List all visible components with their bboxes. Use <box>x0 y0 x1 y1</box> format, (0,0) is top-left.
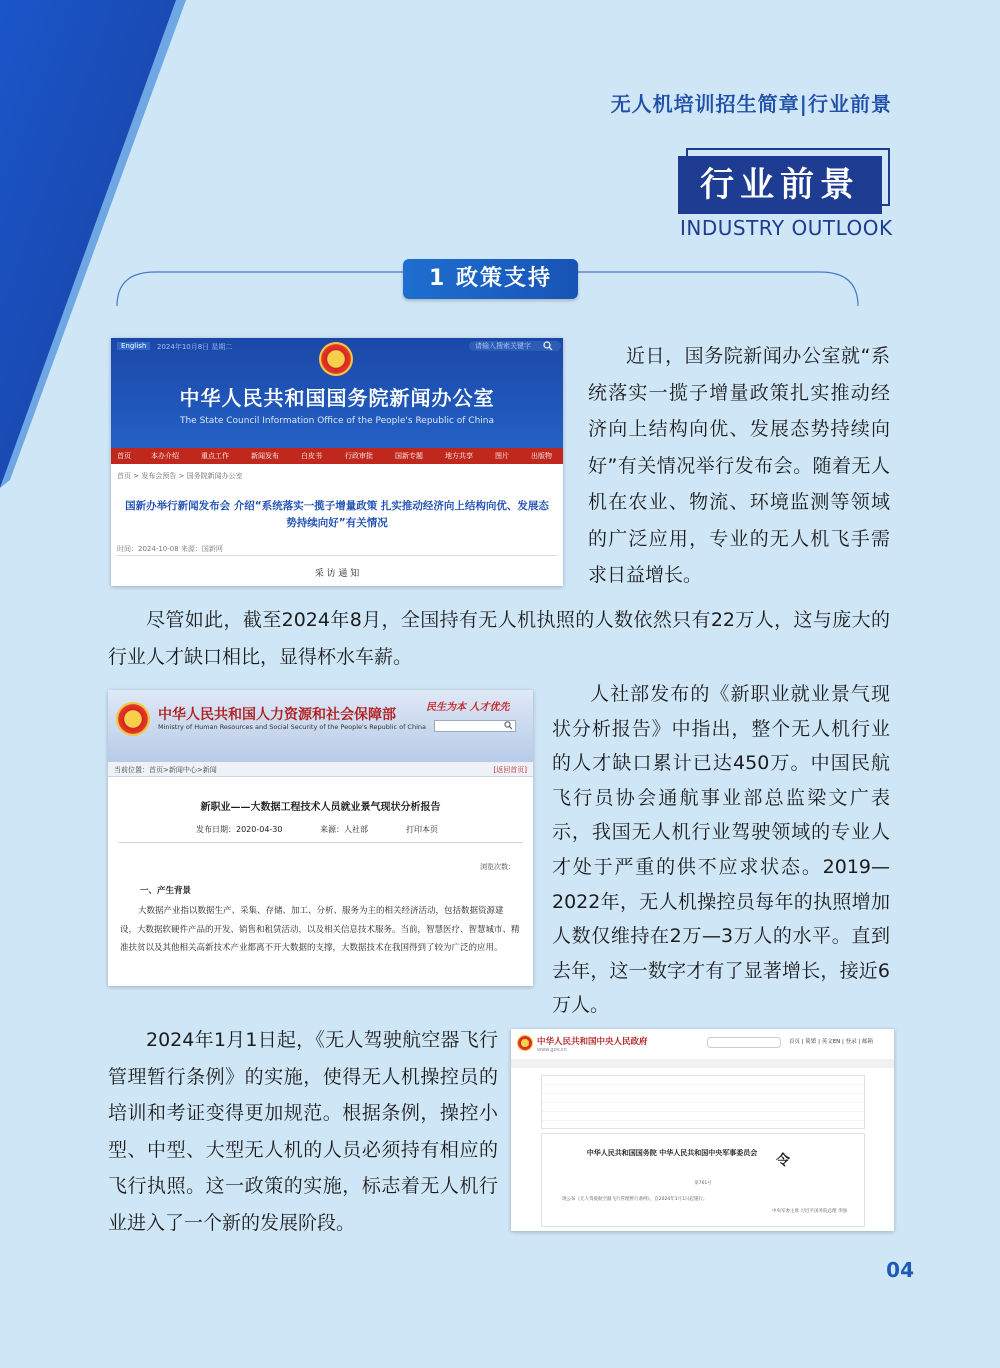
scio-headline: 国新办举行新闻发布会 介绍“系统落实一揽子增量政策 扎实推动经济向上结构向优、发展态势持续向好”有关情况 <box>125 500 549 529</box>
gov-title: 中华人民共和国中央人民政府 <box>537 1037 648 1047</box>
english-link[interactable]: English <box>117 342 150 350</box>
section-title: 1 政策支持 <box>403 259 578 299</box>
divider <box>118 842 523 843</box>
nav-item[interactable]: 重点工作 <box>201 452 229 460</box>
gov-doc-sign2: 国务院总理 李强 <box>814 1209 847 1214</box>
gov-doc-text: 现公布《无人驾驶航空器飞行管理暂行条例》，自2024年1月1日起施行。 <box>562 1197 708 1202</box>
outlook-subtitle: INDUSTRY OUTLOOK <box>680 216 893 240</box>
page-number: 04 <box>886 1258 914 1282</box>
scio-notice: 采 访 通 知 <box>314 569 360 579</box>
gov-doc-sign: 中央军委主席 习近平 <box>772 1209 814 1214</box>
nav-item[interactable]: 本办介绍 <box>151 452 179 460</box>
national-emblem-icon <box>116 702 150 736</box>
scio-title: 中华人民共和国国务院新闻办公室 <box>179 386 495 410</box>
search-icon[interactable] <box>543 341 553 351</box>
nav-item[interactable]: 地方共享 <box>445 452 473 460</box>
divider <box>117 555 557 556</box>
mohrss-date: 发布日期：2020-04-30 <box>196 825 283 834</box>
scio-breadcrumb: 首页 > 发布会预告 > 国务院新闻办公室 <box>117 472 243 480</box>
mohrss-crumb-bar <box>108 762 533 777</box>
mohrss-section: 一、产生背景 <box>140 886 192 896</box>
page-header: 无人机培训招生简章|行业前景 <box>610 92 892 116</box>
nav-item[interactable]: 出版物 <box>531 452 552 460</box>
nav-item[interactable]: 新闻发布 <box>251 452 279 460</box>
nav-item[interactable]: 首页 <box>117 452 131 460</box>
mohrss-title: 中华人民共和国人力资源和社会保障部 <box>158 707 396 723</box>
nav-item[interactable]: 行政审批 <box>345 452 373 460</box>
nav-item[interactable]: 国新专题 <box>395 452 423 460</box>
gov-nav-bar <box>511 1059 894 1068</box>
scio-search-input[interactable]: 请输入搜索关键字 <box>469 341 561 351</box>
mohrss-source: 来源：人社部 <box>320 825 368 834</box>
gov-website-screenshot <box>511 1029 894 1231</box>
mohrss-breadcrumb: 当前位置：首页>新闻中心>新闻 <box>114 766 217 774</box>
outlook-title: 行业前景 <box>678 156 882 214</box>
print-link[interactable]: 打印本页 <box>406 825 438 834</box>
national-emblem-icon <box>517 1035 533 1051</box>
paragraph-1: 近日，国务院新闻办公室就“系统落实一揽子增量政策扎实推动经济向上结构向优、发展态势持续向好”有关情况举行发布会。随着无人机在农业、物流、环境监测等领域的广泛应用，专业的无人机飞手需求日益增长。 <box>588 345 890 586</box>
gov-search-input[interactable] <box>707 1037 781 1048</box>
gov-top-links[interactable]: 首页 | 简繁 | 英文EN | 登录 | 邮箱 <box>789 1039 873 1045</box>
gov-site: www.gov.cn <box>537 1047 567 1053</box>
nav-item[interactable]: 白皮书 <box>301 452 322 460</box>
scio-meta: 时间：2024-10-08 来源：国新网 <box>117 545 223 553</box>
gov-doc-decree: 令 <box>776 1153 790 1169</box>
scio-website-screenshot <box>111 338 563 586</box>
scio-date: 2024年10月8日 星期二 <box>157 343 233 351</box>
mohrss-views: 浏览次数： <box>480 863 515 871</box>
paragraph-4: 2024年1月1日起，《无人驾驶航空器飞行管理暂行条例》的实施，使得无人机操控员的培训和考证变得更加规范。根据条例，操控小型、中型、大型无人机的人员必须持有相应的飞行执照。这一政策的实施，标志着无人机行业进入了一个新的发展阶段。 <box>108 1029 498 1234</box>
mohrss-title-en: Ministry of Human Resources and Social Security of the People's Republic of China <box>158 723 426 731</box>
gov-doc-body <box>541 1133 865 1227</box>
paragraph-3: 人社部发布的《新职业就业景气现状分析报告》中指出，整个无人机行业的人才缺口累计已达450万。中国民航飞行员协会通航事业部总监梁文广表示，我国无人机行业驾驶领域的专业人才处于严重的供不应求状态。2019—2022年，无人机操控员每年的执照增加人数仅维持在2万—3万人的水平。直到去年，这一数字才有了显著增长，接近6万人。 <box>552 683 890 1017</box>
gov-doc-issuer: 中华人民共和国国务院 中华人民共和国中央军事委员会 <box>586 1149 758 1157</box>
gov-doc-info-table <box>541 1075 865 1129</box>
scio-banner <box>111 338 563 448</box>
mohrss-headline: 新职业——大数据工程技术人员就业景气现状分析报告 <box>200 802 441 813</box>
gov-doc-number: 第761号 <box>694 1181 712 1186</box>
mohrss-body: 大数据产业指以数据生产、采集、存储、加工、分析、服务为主的相关经济活动，包括数据资源建设，大数据软硬件产品的开发、销售和租赁活动，以及相关信息技术服务。当前，智慧医疗、智慧城市、精准扶贫以及其他相关高新技术产业都离不开大数据的支撑，大数据技术在我国得到了较为广泛的应用。 <box>120 906 520 953</box>
nav-item[interactable]: 图片 <box>495 452 509 460</box>
outlook-title-box <box>678 148 890 214</box>
mohrss-website-screenshot <box>108 690 533 986</box>
mohrss-slogan: 民生为本 人才优先 <box>426 702 510 713</box>
paragraph-2: 尽管如此，截至2024年8月，全国持有无人机执照的人数依然只有22万人，这与庞大的行业人才缺口相比，显得杯水车薪。 <box>108 609 890 668</box>
scio-title-en: The State Council Information Office of the People's Republic of China <box>179 416 495 426</box>
scio-nav <box>111 448 563 464</box>
mohrss-banner <box>108 690 533 762</box>
back-home-link[interactable]: [返回首页] <box>493 766 527 774</box>
national-emblem-icon <box>319 342 353 376</box>
search-icon[interactable] <box>504 721 513 730</box>
